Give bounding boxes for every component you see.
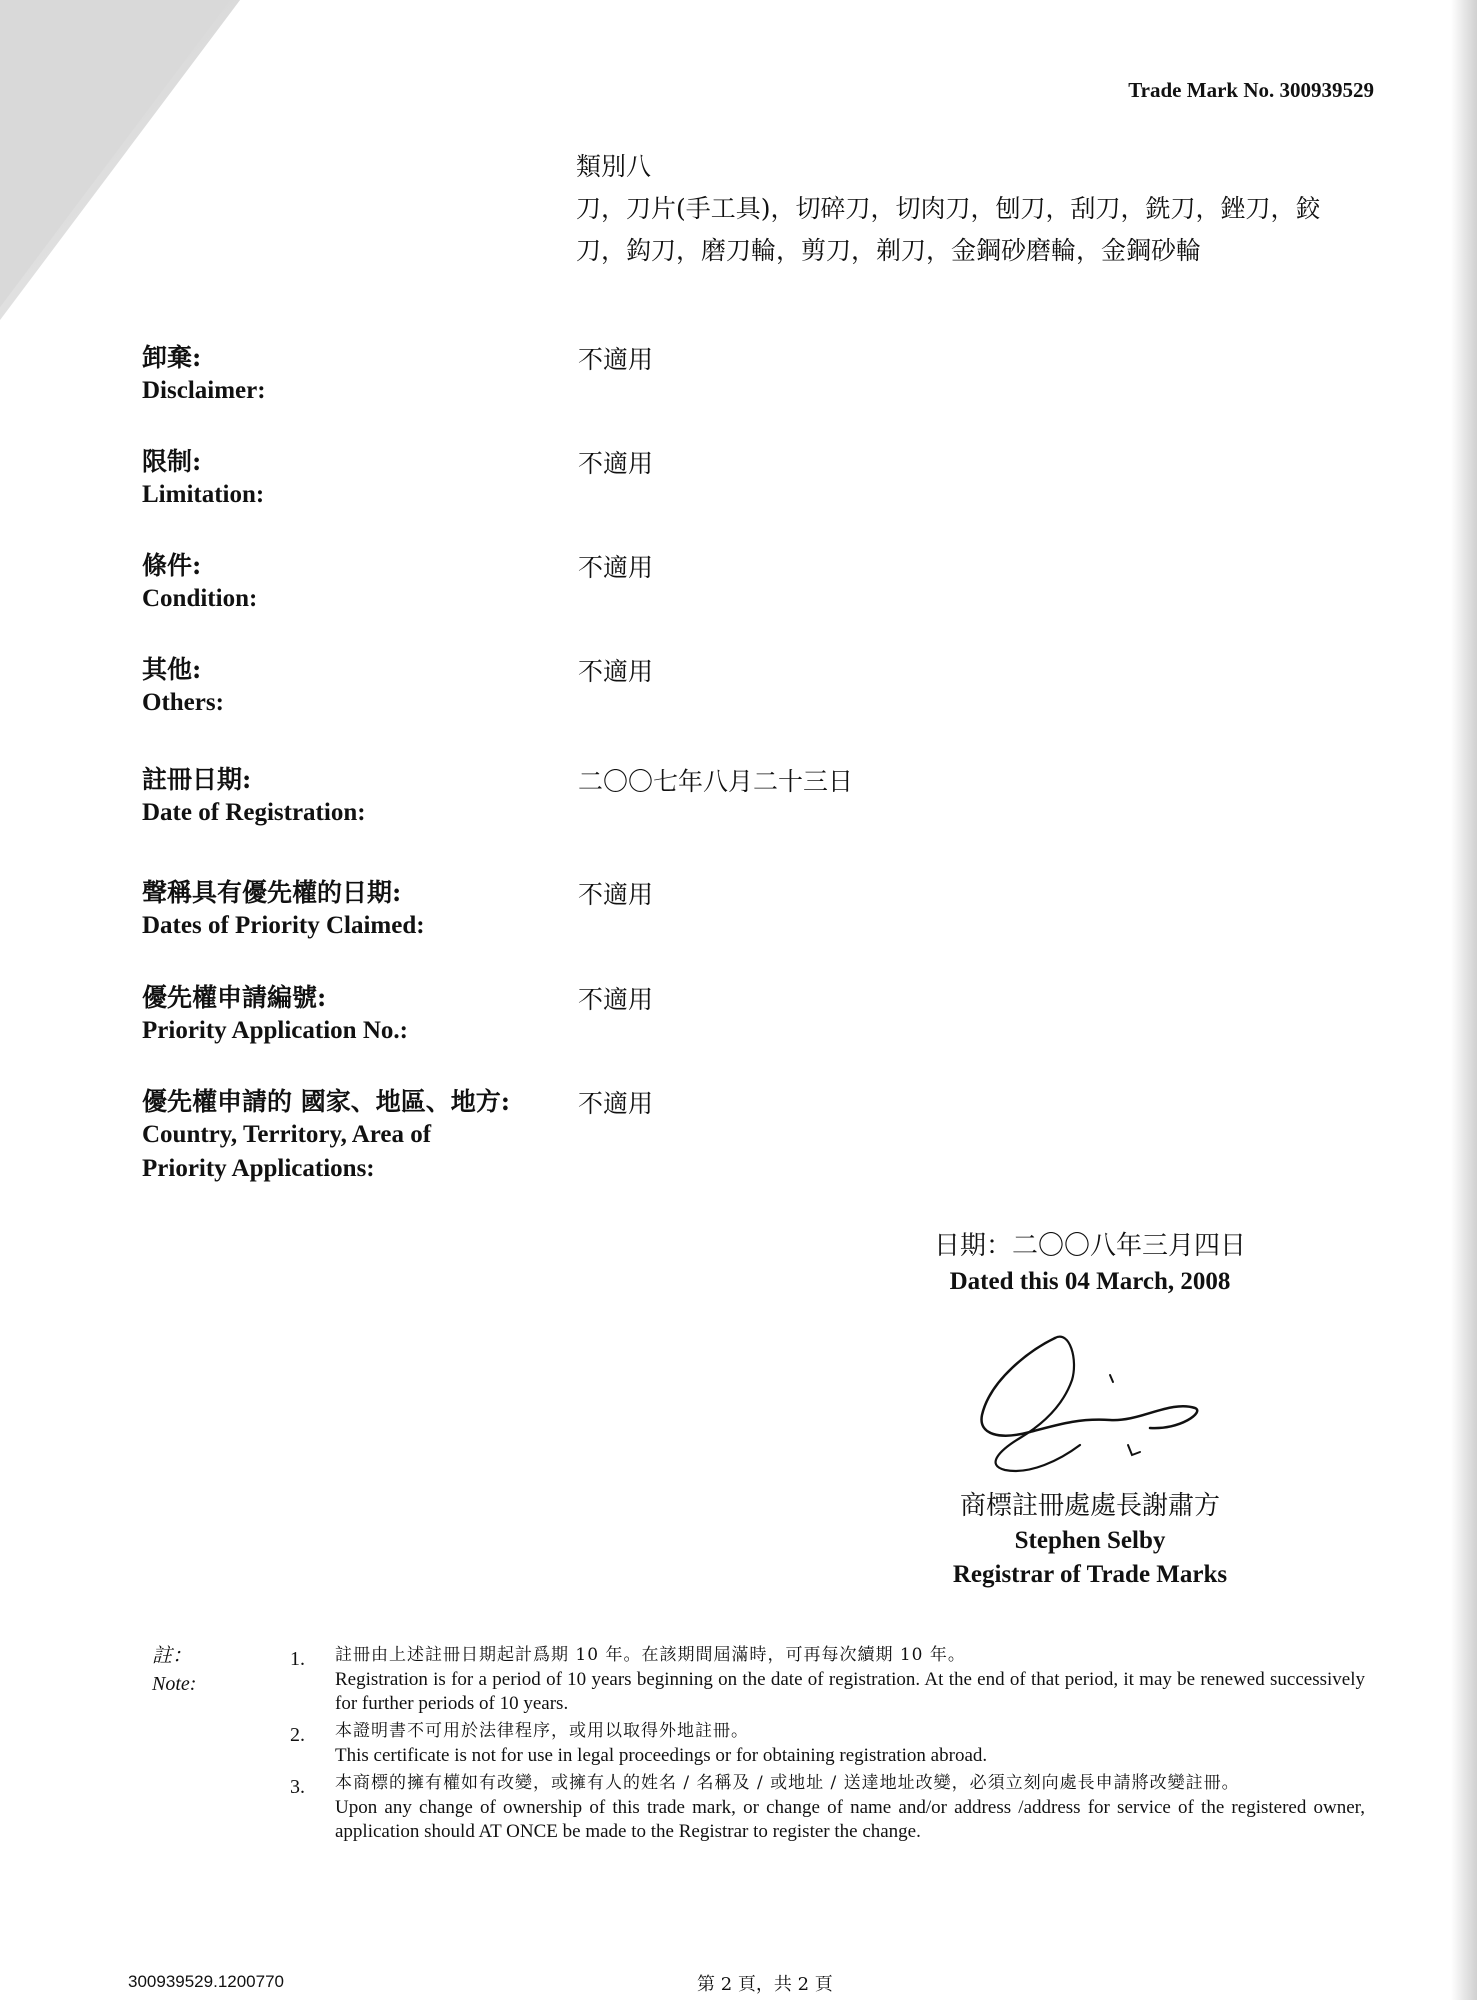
notes-label-en: Note: (152, 1673, 197, 1695)
registrar-block (900, 1488, 1280, 1592)
registrar-zh: 商標註冊處處長謝肅方 (959, 1491, 1220, 1521)
field-label-en: Others: (142, 689, 224, 716)
field-label-en: Disclaimer: (142, 377, 266, 404)
field-dates-of-priority (142, 877, 562, 943)
goods-items: 刀，刀片(手工具)，切碎刀，切肉刀，刨刀，刮刀，銑刀，銼刀，鉸刀，鈎刀，磨刀輪，剪刀，剃刀，金鋼砂磨輪，金鋼砂輪 (576, 194, 1321, 265)
field-value-priority-application-no: 不適用 (578, 985, 654, 1014)
field-value-dates-of-priority: 不適用 (578, 880, 654, 909)
goods-class: 類別八 (576, 152, 652, 181)
note-item (290, 1718, 1365, 1768)
field-priority-country (142, 1086, 512, 1186)
field-value-others: 不適用 (578, 657, 654, 686)
field-label-zh: 聲稱具有優先權的日期: (142, 878, 402, 907)
field-condition (142, 550, 562, 616)
field-label-zh: 優先權申請編號: (142, 983, 327, 1012)
page-number: 第 2 頁，共 2 頁 (697, 1974, 833, 1995)
field-priority-application-no (142, 982, 562, 1048)
field-label-zh: 卸棄: (142, 343, 202, 372)
document-reference: 300939529.1200770 (128, 1972, 284, 1991)
field-value-disclaimer: 不適用 (578, 345, 654, 374)
field-value-priority-country: 不適用 (578, 1089, 654, 1118)
field-label-en: Country, Territory, Area of Priority Applications: (142, 1121, 432, 1182)
notes-list (290, 1642, 1365, 1846)
note-number: 2. (290, 1724, 305, 1746)
field-label-en: Dates of Priority Claimed: (142, 912, 425, 939)
dated-en: Dated this 04 March, 2008 (949, 1268, 1231, 1295)
dated-block (900, 1228, 1280, 1300)
note-text-zh: 本商標的擁有權如有改變，或擁有人的姓名 / 名稱及 / 或地址 / 送達地址改變，必須立刻向處長申請將改變註冊。 (335, 1773, 1240, 1793)
note-item (290, 1642, 1365, 1716)
field-label-en: Priority Application No.: (142, 1017, 408, 1044)
field-value-condition: 不適用 (578, 553, 654, 582)
goods-specification (576, 146, 1366, 272)
field-others (142, 654, 562, 720)
note-text-zh: 本證明書不可用於法律程序，或用以取得外地註冊。 (335, 1721, 749, 1741)
field-label-en: Date of Registration: (142, 799, 366, 826)
field-value-limitation: 不適用 (578, 449, 654, 478)
field-value-date-of-registration: 二〇〇七年八月二十三日 (578, 767, 854, 796)
field-date-of-registration (142, 764, 562, 830)
note-text-en: Registration is for a period of 10 years beginning on the date of registration. At the end of that period, it may be renewed successively for further periods of 10 years. (335, 1669, 1365, 1714)
signature-image (960, 1320, 1220, 1480)
field-label-en: Limitation: (142, 481, 265, 508)
field-limitation (142, 446, 562, 512)
dated-zh: 日期：二〇〇八年三月四日 (933, 1231, 1246, 1261)
notes-label-zh: 註： (152, 1645, 192, 1667)
field-label-zh: 其他: (142, 655, 202, 684)
registrar-title: Registrar of Trade Marks (952, 1561, 1228, 1588)
page-edge-shadow (1451, 0, 1477, 2000)
field-label-zh: 限制: (142, 447, 202, 476)
field-label-zh: 條件: (142, 551, 202, 580)
note-text-en: Upon any change of ownership of this trade mark, or change of name and/or address /address for service of the registered owner, application should AT ONCE be made to the Registrar to register the change. (335, 1797, 1365, 1842)
field-label-zh: 註冊日期: (142, 765, 252, 794)
note-number: 3. (290, 1776, 305, 1798)
registrar-name: Stephen Selby (1014, 1527, 1166, 1554)
notes-label (152, 1642, 196, 1698)
note-text-zh: 註冊由上述註冊日期起計爲期 10 年。在該期間屆滿時，可再每次續期 10 年。 (335, 1645, 966, 1665)
note-item (290, 1770, 1365, 1844)
note-text-en: This certificate is not for use in legal proceedings or for obtaining registration abroad. (335, 1745, 988, 1766)
field-label-zh: 優先權申請的 國家、地區、地方: (142, 1087, 510, 1116)
note-number: 1. (290, 1648, 305, 1670)
field-disclaimer (142, 342, 562, 408)
trade-mark-number: Trade Mark No. 300939529 (1128, 78, 1374, 102)
field-label-en: Condition: (142, 585, 258, 612)
